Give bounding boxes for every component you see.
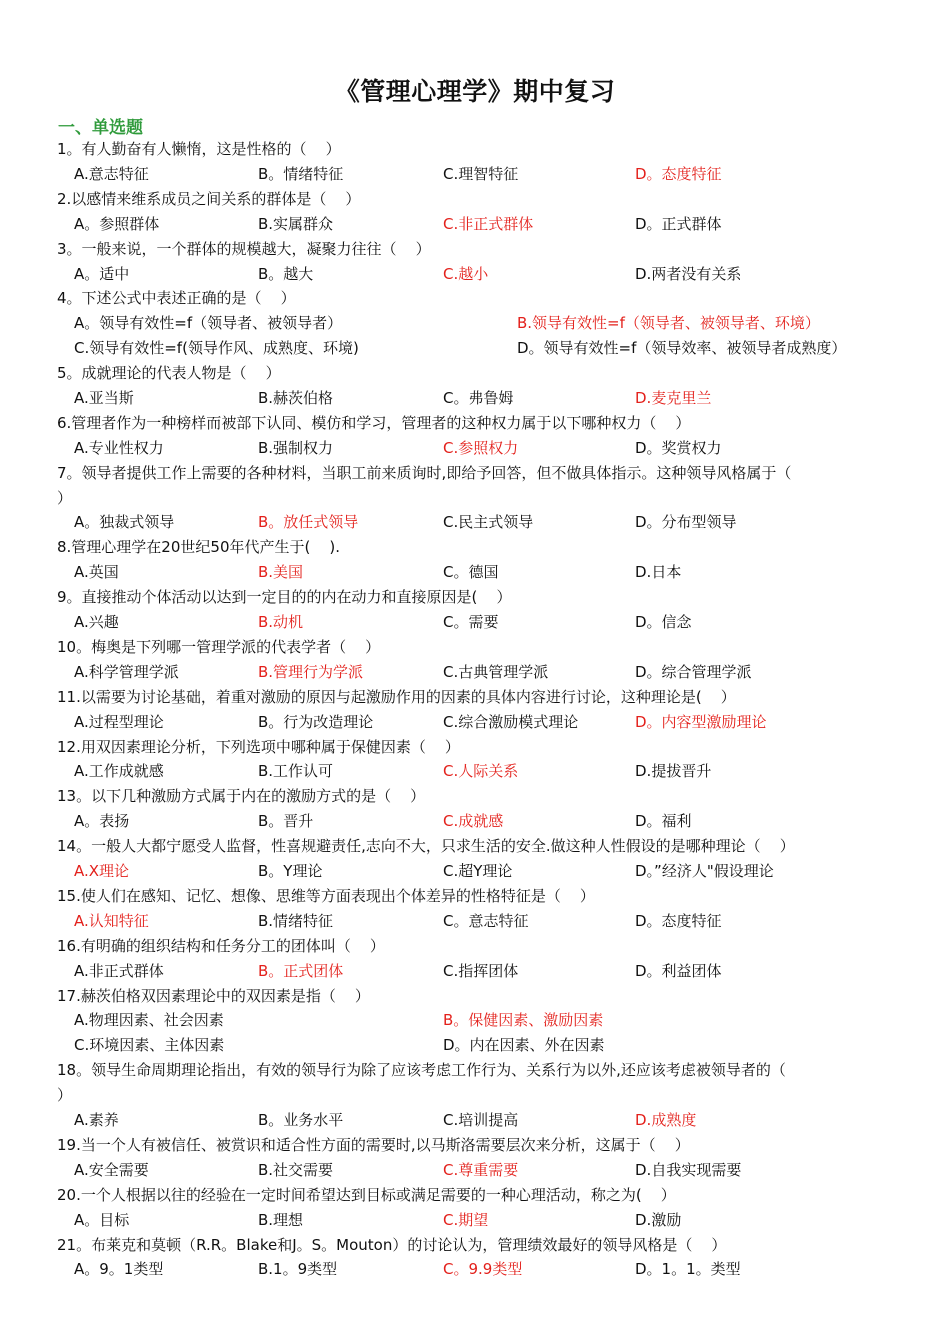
- question-item: [0, 286, 950, 361]
- option: B。越大: [258, 264, 314, 283]
- option-row: [0, 1208, 950, 1233]
- question-item: [0, 361, 950, 411]
- option-row: [0, 1158, 950, 1183]
- option: B.社交需要: [258, 1160, 334, 1179]
- option: C.指挥团体: [443, 961, 519, 980]
- option-row: [0, 859, 950, 884]
- question-item: [0, 1233, 950, 1283]
- question-stem: 18。领导生命周期理论指出，有效的领导行为除了应该考虑工作行为、关系行为以外,还应该考虑被领导者的（ ）: [57, 1061, 786, 1105]
- option: A。表扬: [74, 812, 130, 831]
- option: A.非正式群体: [74, 961, 164, 980]
- answer-option: D.成熟度: [635, 1111, 697, 1130]
- option: C。弗鲁姆: [443, 388, 514, 407]
- question-stem: 14。一般人大都宁愿受人监督，性喜规避责任,志向不大，只求生活的安全.做这种人性假设的是哪种理论（ ）: [57, 837, 795, 856]
- question-stem: 16.有明确的组织结构和任务分工的团体叫（ ）: [57, 936, 385, 955]
- option: A。领导有效性=f（领导者、被领导者）: [74, 314, 343, 333]
- option: B.理想: [258, 1210, 304, 1229]
- option-row: [0, 436, 950, 461]
- option-row: [0, 1257, 950, 1282]
- question-item: [0, 934, 950, 984]
- option: A.科学管理学派: [74, 662, 179, 681]
- answer-option: B。放任式领导: [258, 513, 359, 532]
- option-row: [0, 336, 950, 361]
- question-item: [0, 1183, 950, 1233]
- answer-option: A.X理论: [74, 862, 130, 881]
- option: B。业务水平: [258, 1111, 344, 1130]
- option: B.实属群众: [258, 214, 334, 233]
- question-stem: 19.当一个人有被信任、被赏识和适合性方面的需要时,以马斯洛需要层次来分析，这属于（ ）: [57, 1135, 690, 1154]
- question-stem: 5。成就理论的代表人物是（ ）: [57, 364, 281, 383]
- option-row: [0, 759, 950, 784]
- option: C.环境因素、主体因素: [74, 1036, 225, 1055]
- option: A.物理因素、社会因素: [74, 1011, 224, 1030]
- option: C.理智特征: [443, 164, 519, 183]
- question-stem: 12.用双因素理论分析，下列选项中哪种属于保健因素（ ）: [57, 737, 460, 756]
- answer-option: D.麦克里兰: [635, 388, 712, 407]
- option: D.提拔晋升: [635, 762, 712, 781]
- option-row: [0, 610, 950, 635]
- question-stem: 11.以需要为讨论基础，着重对激励的原因与起激励作用的因素的具体内容进行讨论，这种理论是( ）: [57, 687, 736, 706]
- option-row: [0, 262, 950, 287]
- question-item: [0, 884, 950, 934]
- answer-option: C.尊重需要: [443, 1160, 519, 1179]
- option: C。意志特征: [443, 911, 529, 930]
- option: D。利益团体: [635, 961, 722, 980]
- option: D。”经济人"假设理论: [635, 862, 774, 881]
- option: A.亚当斯: [74, 388, 134, 407]
- answer-option: C.期望: [443, 1210, 489, 1229]
- question-item: [0, 585, 950, 635]
- option: D。信念: [635, 613, 692, 632]
- question-item: [0, 1133, 950, 1183]
- option-row: [0, 560, 950, 585]
- option: A.过程型理论: [74, 712, 164, 731]
- option-row: [0, 1033, 950, 1058]
- answer-option: C.非正式群体: [443, 214, 534, 233]
- option: A.英国: [74, 563, 119, 582]
- option: C.综合激励模式理论: [443, 712, 579, 731]
- option-row: [0, 909, 950, 934]
- question-stem: 8.管理心理学在20世纪50年代产生于( ).: [57, 538, 341, 557]
- answer-option: B.美国: [258, 563, 304, 582]
- option: B。晋升: [258, 812, 314, 831]
- option: B.赫茨伯格: [258, 388, 334, 407]
- question-item: [0, 735, 950, 785]
- question-stem: 7。领导者提供工作上需要的各种材料，当职工前来质询时,即给予回答，但不做具体指示。这种领导风格属于（ ）: [57, 463, 792, 507]
- option: D.日本: [635, 563, 682, 582]
- option: D。1。1。类型: [635, 1260, 741, 1279]
- option: C。需要: [443, 613, 499, 632]
- option: D。领导有效性=f（领导效率、被领导者成熟度）: [517, 339, 847, 358]
- question-stem: 10。梅奥是下列哪一管理学派的代表学者（ ）: [57, 637, 381, 656]
- question-item: [0, 784, 950, 834]
- option: B。行为改造理论: [258, 712, 374, 731]
- option: A。独裁式领导: [74, 513, 175, 532]
- question-stem: 13。以下几种激励方式属于内在的激励方式的是（ ）: [57, 787, 426, 806]
- answer-option: C.成就感: [443, 812, 504, 831]
- option-row: [0, 1108, 950, 1133]
- option-row: [0, 710, 950, 735]
- question-stem: 9。直接推动个体活动以达到一定目的的内在动力和直接原因是( ）: [57, 588, 512, 607]
- option: A.安全需要: [74, 1160, 149, 1179]
- option: A。参照群体: [74, 214, 160, 233]
- option: A.兴趣: [74, 613, 119, 632]
- question-item: [0, 834, 950, 884]
- option-row: [0, 510, 950, 535]
- option: B.1。9类型: [258, 1260, 338, 1279]
- answer-option: D。内容型激励理论: [635, 712, 767, 731]
- question-stem: 17.赫茨伯格双因素理论中的双因素是指（ ）: [57, 986, 370, 1005]
- question-stem: 1。有人勤奋有人懒惰，这是性格的（ ）: [57, 140, 341, 158]
- answer-option: C.人际关系: [443, 762, 519, 781]
- option: B.情绪特征: [258, 911, 334, 930]
- question-stem: 3。一般来说，一个群体的规模越大，凝聚力往往（ ）: [57, 239, 431, 258]
- question-list: [0, 137, 950, 1282]
- option: A.专业性权力: [74, 438, 164, 457]
- question-item: [0, 984, 950, 1059]
- option: D。分布型领导: [635, 513, 737, 532]
- section-heading: 一、单选题: [58, 118, 143, 138]
- question-item: [0, 535, 950, 585]
- page-title: 《管理心理学》期中复习: [334, 77, 616, 106]
- answer-option: B.领导有效性=f（领导者、被领导者、环境）: [517, 314, 820, 333]
- option: D.激励: [635, 1210, 682, 1229]
- option: D。奖赏权力: [635, 438, 722, 457]
- answer-option: B。正式团体: [258, 961, 344, 980]
- question-stem: 15.使人们在感知、记忆、想像、思维等方面表现出个体差异的性格特征是（ ）: [57, 886, 595, 905]
- option: A.意志特征: [74, 164, 149, 183]
- answer-option: A.认知特征: [74, 911, 149, 930]
- answer-option: B.动机: [258, 613, 304, 632]
- question-item: [0, 187, 950, 237]
- option: D。态度特征: [635, 911, 722, 930]
- option: B。情绪特征: [258, 164, 344, 183]
- option: D。内在因素、外在因素: [443, 1036, 605, 1055]
- option: A.素养: [74, 1111, 119, 1130]
- option-row: [0, 386, 950, 411]
- option: C.超Y理论: [443, 862, 513, 881]
- question-stem: 2.以感情来维系成员之间关系的群体是（ ）: [57, 189, 361, 208]
- question-item: [0, 1058, 950, 1133]
- option-row: [0, 809, 950, 834]
- answer-option: C.越小: [443, 264, 489, 283]
- question-item: [0, 137, 950, 187]
- option: C.民主式领导: [443, 513, 534, 532]
- option-row: [0, 959, 950, 984]
- option: B.强制权力: [258, 438, 334, 457]
- option: A。目标: [74, 1210, 130, 1229]
- option: D.自我实现需要: [635, 1160, 742, 1179]
- option: D。福利: [635, 812, 692, 831]
- question-stem: 20.一个人根据以往的经验在一定时间希望达到目标或满足需要的一种心理活动，称之为( ）: [57, 1185, 676, 1204]
- option: C。德国: [443, 563, 499, 582]
- option-row: [0, 660, 950, 685]
- option: B。Y理论: [258, 862, 323, 881]
- answer-option: C.参照权力: [443, 438, 519, 457]
- option: D。综合管理学派: [635, 662, 752, 681]
- question-stem: 21。布莱克和莫顿（R.R。Blake和J。S。Mouton）的讨论认为，管理绩效最好的领导风格是（ ）: [57, 1235, 727, 1254]
- option: A.工作成就感: [74, 762, 164, 781]
- option: D.两者没有关系: [635, 264, 742, 283]
- option: B.工作认可: [258, 762, 334, 781]
- answer-option: B.管理行为学派: [258, 662, 364, 681]
- question-item: [0, 411, 950, 461]
- question-stem: 4。下述公式中表述正确的是（ ）: [57, 289, 296, 308]
- option: A。9。1类型: [74, 1260, 164, 1279]
- option: C.培训提高: [443, 1111, 519, 1130]
- option-row: [0, 162, 950, 187]
- answer-option: B。保健因素、激励因素: [443, 1011, 604, 1030]
- question-item: [0, 237, 950, 287]
- question-item: [0, 685, 950, 735]
- option: A。适中: [74, 264, 130, 283]
- option-row: [0, 1008, 950, 1033]
- answer-option: D。态度特征: [635, 164, 722, 183]
- question-item: [0, 461, 950, 536]
- option-row: [0, 212, 950, 237]
- option-row: [0, 311, 950, 336]
- option: D。正式群体: [635, 214, 722, 233]
- question-item: [0, 635, 950, 685]
- option: C.古典管理学派: [443, 662, 549, 681]
- option: C.领导有效性=f(领导作风、成熟度、环境): [74, 339, 359, 358]
- question-stem: 6.管理者作为一种榜样而被部下认同、模仿和学习，管理者的这种权力属于以下哪种权力（ ）: [57, 413, 691, 432]
- answer-option: C。9.9类型: [443, 1260, 523, 1279]
